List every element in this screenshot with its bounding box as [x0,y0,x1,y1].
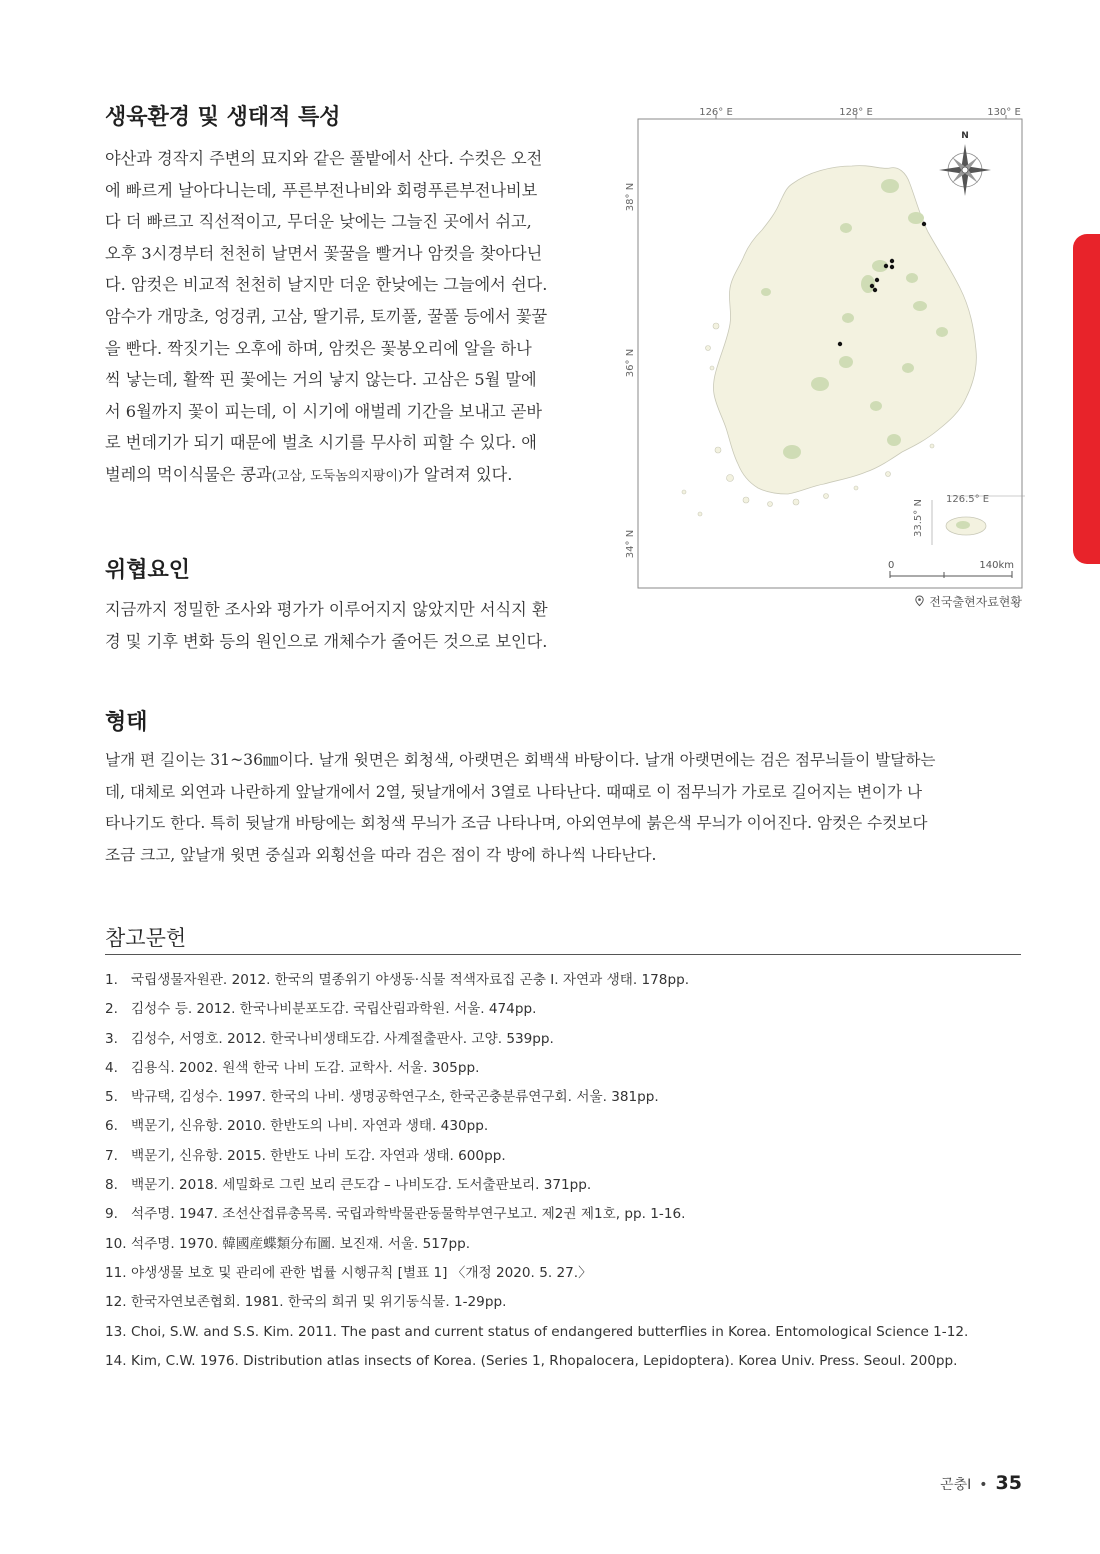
reference-text: 백문기, 신유항. 2010. 한반도의 나비. 자연과 생태. 430pp. [131,1118,489,1135]
text-line: 로 번데기가 되기 때문에 벌초 시기를 무사히 피할 수 있다. 애 [105,433,537,453]
text-line: 다 더 빠르고 직선적이고, 무더운 낮에는 그늘진 곳에서 쉬고, [105,212,532,232]
reference-number: 6. [105,1118,118,1135]
reference-number: 12. [105,1294,127,1311]
text-line: 오후 3시경부터 천천히 날면서 꽃꿀을 빨거나 암컷을 찾아다닌 [105,243,543,263]
reference-text: 국립생물자원관. 2012. 한국의 멸종위기 야생동·식물 적색자료집 곤충 I. 자연과 생태. 178pp. [131,972,690,988]
reference-number: 3. [105,1030,118,1047]
record-dot [870,284,874,288]
section-label: 곤충Ⅰ [940,1477,972,1493]
footer-separator: • [979,1477,988,1493]
list-item [105,1142,1035,1171]
text-line: 야산과 경작지 주변의 묘지와 같은 풀밭에서 산다. 수컷은 오전 [105,149,543,168]
reference-text: 한국자연보존협회. 1981. 한국의 희귀 및 위기동식물. 1-29pp. [131,1294,507,1311]
record-dot [875,278,879,282]
list-item [105,995,1035,1024]
text-line: 을 빤다. 짝짓기는 오후에 하며, 암컷은 꽃봉오리에 알을 하나 [105,338,532,358]
list-item [105,1171,1035,1200]
text-line: 경 및 기후 변화 등의 원인으로 개체수가 줄어든 것으로 보인다. [105,631,548,651]
list-item [105,1112,1035,1141]
references-heading: 참고문헌 [105,922,1021,955]
list-item [105,1025,1035,1054]
scale-start: 0 [888,560,895,571]
lat-label: 36° N [625,348,636,378]
text-line: 서 6월까지 꽃이 피는데, 이 시기에 애벌레 기간을 보내고 곧바 [105,401,543,421]
record-dot [884,264,888,268]
morphology-paragraph [105,745,1023,871]
lat-label: 38° N [625,182,636,212]
reference-text: 석주명. 1947. 조선산접류총목록. 국립과학박물관동물학부연구보고. 제2권 제1호, pp. 1-16. [131,1206,686,1223]
page-footer [940,1472,1022,1494]
reference-text: 박규택, 김성수. 1997. 한국의 나비. 생명공학연구소, 한국곤충분류연구회. 서울. 381pp. [131,1089,659,1106]
text-run: 가 알려져 있다. [403,464,513,484]
reference-number: 7. [105,1147,118,1164]
location-pin-icon [914,595,925,607]
lon-label: 130° E [987,107,1021,118]
reference-text: 김용식. 2002. 원색 한국 나비 도감. 교학사. 서울. 305pp. [131,1059,480,1076]
north-label: N [961,131,969,141]
text-line: 조금 크고, 앞날개 윗면 중실과 외횡선을 따라 검은 점이 각 방에 하나씩 나타난다. [105,845,657,864]
reference-number: 5. [105,1089,118,1106]
reference-number: 8. [105,1177,118,1194]
reference-text: 김성수 등. 2012. 한국나비분포도감. 국립산림과학원. 서울. 474pp. [131,1001,537,1018]
text-line: 다. 암컷은 비교적 천천히 날지만 더운 한낮에는 그늘에서 쉰다. [105,275,548,295]
list-item [105,1259,1035,1288]
threat-paragraph [105,594,577,657]
lon-label: 128° E [839,107,873,118]
text-run: 벌레의 먹이식물은 콩과 [105,464,272,484]
inset-lat-label: 33.5° N [913,499,924,537]
chapter-side-tab [1073,234,1100,564]
threat-heading: 위협요인 [105,558,191,583]
page-number: 35 [995,1472,1022,1494]
text-line: 날개 편 길이는 31~36㎜이다. 날개 윗면은 회청색, 아랫면은 회백색 바탕이다. 날개 아랫면에는 검은 점무늬들이 발달하는 [105,751,936,769]
text-line [105,459,577,493]
record-dot [838,342,842,346]
record-dot [873,288,877,292]
text-line: 암수가 개망초, 엉겅퀴, 고삼, 딸기류, 토끼풀, 꿀풀 등에서 꽃꿀 [105,306,548,326]
morphology-heading: 형태 [105,710,148,735]
habitat-paragraph [105,143,577,493]
list-item [105,1288,1035,1317]
scale-end: 140km [979,560,1014,571]
list-item [105,1083,1035,1112]
reference-text: 백문기. 2018. 세밀화로 그린 보리 큰도감 – 나비도감. 도서출판보리. 371pp. [131,1177,592,1194]
text-line: 지금까지 정밀한 조사와 평가가 이루어지지 않았지만 서식지 환 [105,600,548,619]
reference-text: 석주명. 1970. 韓國産蝶類分布圖. 보진재. 서울. 517pp. [131,1235,471,1252]
reference-number: 4. [105,1059,118,1076]
reference-text: Kim, C.W. 1976. Distribution atlas insects of Korea. (Series 1, Rhopalocera, Lepidoptera). Korea Univ. Press. Seoul. 200pp. [131,1352,958,1369]
list-item [105,1318,1035,1347]
text-line: 에 빠르게 날아다니는데, 푸른부전나비와 회령푸른부전나비보 [105,180,538,200]
reference-number: 13. [105,1323,127,1340]
reference-text: 야생생물 보호 및 관리에 관한 법률 시행규칙 [별표 1] 〈개정 2020. 5. 27.〉 [131,1264,592,1281]
reference-list [105,966,1035,1376]
record-dot [922,222,926,226]
reference-text: 김성수, 서영호. 2012. 한국나비생태도감. 사계절출판사. 고양. 539pp. [131,1030,554,1047]
text-line: 타나기도 한다. 특히 뒷날개 바탕에는 회청색 무늬가 조금 나타나며, 아외연부에 붉은색 무늬가 이어진다. 암컷은 수컷보다 [105,814,928,833]
list-item [105,1200,1035,1229]
list-item [105,1054,1035,1083]
lon-label: 126° E [699,107,733,118]
lat-label: 34° N [625,529,636,559]
forest-patch [956,521,970,529]
habitat-heading: 생육환경 및 생태적 특성 [105,105,341,130]
list-item [105,966,1035,995]
distribution-map [620,100,1030,620]
reference-number: 10. [105,1235,127,1252]
map-caption [900,593,1022,610]
reference-text: 백문기, 신유항. 2015. 한반도 나비 도감. 자연과 생태. 600pp. [131,1147,506,1164]
inset-lon-label: 126.5° E [946,494,990,505]
list-item [105,1347,1035,1376]
host-plant-note: (고삼, 도둑놈의지팡이) [271,468,404,484]
reference-number: 1. [105,972,118,988]
record-dot [890,259,894,263]
reference-number: 2. [105,1001,118,1018]
reference-text: Choi, S.W. and S.S. Kim. 2011. The past and current status of endangered butterflies in Korea. Entomological Science 1-12. [131,1323,969,1340]
reference-number: 11. [105,1264,127,1281]
list-item [105,1230,1035,1259]
text-line: 데, 대체로 외연과 나란하게 앞날개에서 2열, 뒷날개에서 3열로 나타난다. 때때로 이 점무늬가 가로로 길어지는 변이가 나 [105,782,923,801]
reference-number: 14. [105,1352,127,1369]
record-dot [890,265,894,269]
map-caption-text: 전국출현자료현황 [929,595,1022,609]
reference-number: 9. [105,1206,118,1223]
text-line: 씩 낳는데, 활짝 핀 꽃에는 거의 낳지 않는다. 고삼은 5월 말에 [105,370,537,390]
